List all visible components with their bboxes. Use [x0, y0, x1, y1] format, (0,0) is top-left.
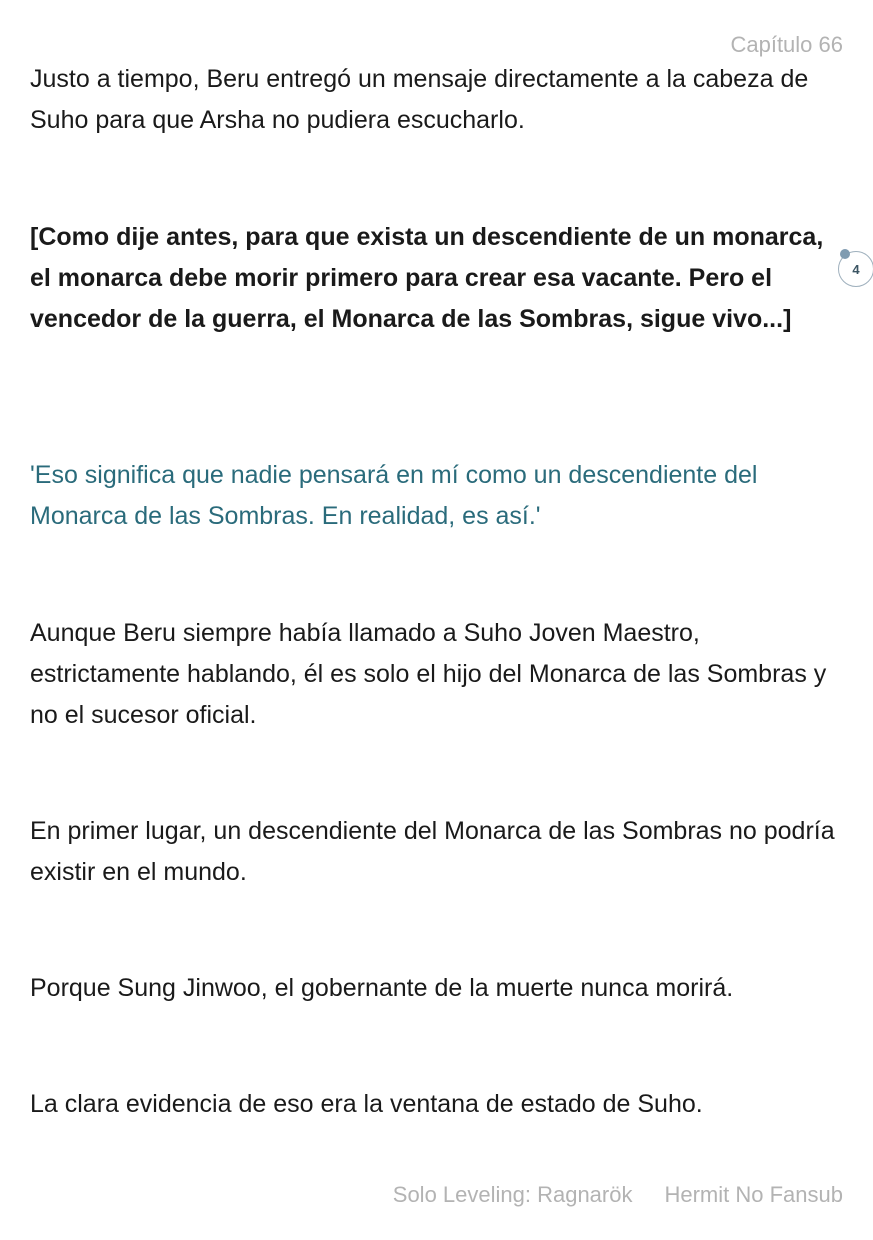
paragraph-narration-1: Justo a tiempo, Beru entregó un mensaje directamente a la cabeza de Suho para que Arsha no pudiera escucharlo.	[30, 65, 809, 134]
page-number: 4	[852, 261, 860, 277]
chapter-label: Capítulo 66	[730, 32, 843, 57]
page-indicator-dot-icon	[840, 249, 850, 259]
paragraph-narration-2: Aunque Beru siempre había llamado a Suho Joven Maestro, estrictamente hablando, él es solo el hijo del Monarca de las Sombras y no el sucesor oficial.	[30, 619, 827, 729]
paragraph-narration-3: En primer lugar, un descendiente del Monarca de las Sombras no podría existir en el mundo.	[30, 817, 835, 886]
paragraph-narration-5: La clara evidencia de eso era la ventana de estado de Suho.	[30, 1090, 703, 1118]
paragraph-system-message: [Como dije antes, para que exista un descendiente de un monarca, el monarca debe morir primero para crear esa vacante. Pero el vencedor de la guerra, el Monarca de las Sombras, sigue vivo...]	[30, 223, 824, 333]
footer-book-title: Solo Leveling: Ragnarök	[392, 1182, 633, 1207]
paragraph-narration-4: Porque Sung Jinwoo, el gobernante de la muerte nunca morirá.	[30, 974, 734, 1002]
paragraph-inner-thought: 'Eso significa que nadie pensará en mí como un descendiente del Monarca de las Sombras. En realidad, es así.'	[30, 461, 758, 530]
footer-translator: Hermit No Fansub	[664, 1182, 843, 1207]
footer	[393, 1182, 843, 1208]
